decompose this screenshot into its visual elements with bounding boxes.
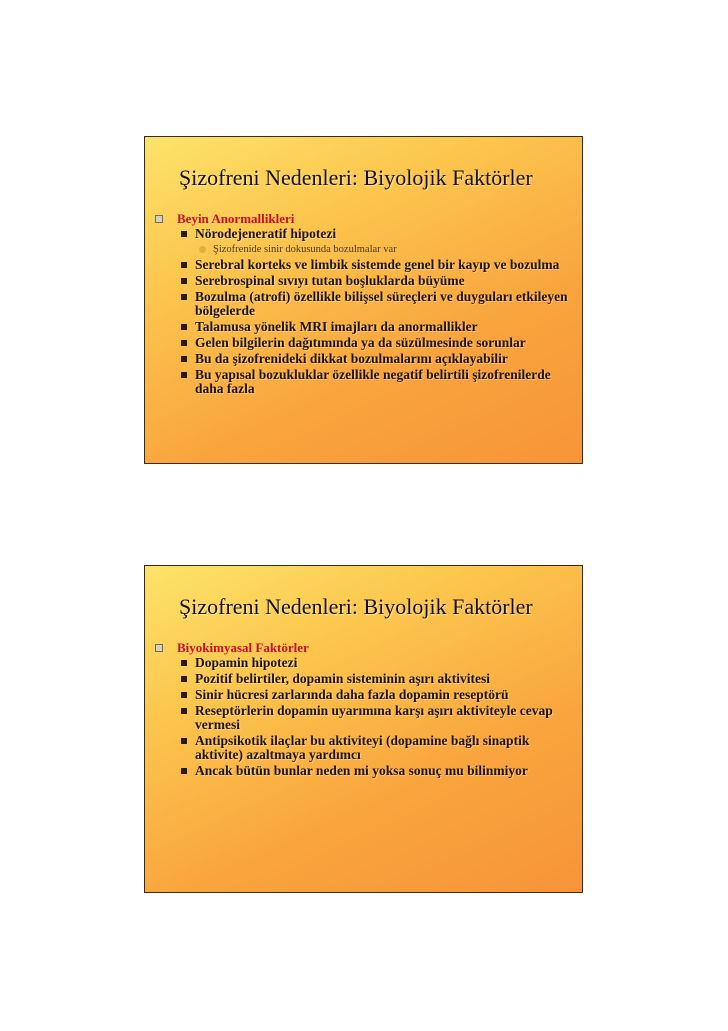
slide-2 (144, 565, 583, 893)
section-heading (155, 211, 574, 226)
list-item: Sinir hücresi zarlarında daha fazla dopamin reseptörü (155, 688, 574, 702)
square-bullet-icon (181, 278, 187, 284)
square-bullet-icon (181, 768, 187, 774)
list-item: Serebrospinal sıvıyı tutan boşluklarda büyüme (155, 274, 574, 288)
slide-content (155, 640, 574, 780)
square-bullet-icon (181, 294, 187, 300)
square-bullet-icon (181, 340, 187, 346)
list-item: Bu yapısal bozukluklar özellikle negatif belirtili şizofrenilerde daha fazla (155, 368, 574, 396)
square-bullet-icon (181, 676, 187, 682)
list-item: Antipsikotik ilaçlar bu aktiviteyi (dopamine bağlı sinaptik aktivite) azaltmaya yardımcı (155, 734, 574, 762)
section-heading-text: Biyokimyasal Faktörler (177, 640, 309, 655)
section-heading (155, 640, 574, 655)
square-bullet-icon (181, 692, 187, 698)
square-bullet-icon (181, 231, 187, 237)
square-bullet-icon (155, 215, 163, 223)
sub-list-item: Şizofrenide sinir dokusunda bozulmalar var (155, 243, 574, 256)
round-bullet-icon (199, 246, 206, 253)
square-bullet-icon (155, 644, 163, 652)
slide-content (155, 211, 574, 398)
square-bullet-icon (181, 660, 187, 666)
square-bullet-icon (181, 262, 187, 268)
section-heading-text: Beyin Anormallikleri (177, 211, 295, 226)
square-bullet-icon (181, 708, 187, 714)
list-item: Pozitif belirtiler, dopamin sisteminin aşırı aktivitesi (155, 672, 574, 686)
square-bullet-icon (181, 738, 187, 744)
list-item: Talamusa yönelik MRI imajları da anormallikler (155, 320, 574, 334)
list-item: Gelen bilgilerin dağıtımında ya da süzülmesinde sorunlar (155, 336, 574, 350)
list-item: Ancak bütün bunlar neden mi yoksa sonuç mu bilinmiyor (155, 764, 574, 778)
slide-title: Şizofreni Nedenleri: Biyolojik Faktörler (179, 594, 533, 619)
list-item: Dopamin hipotezi (155, 656, 574, 670)
list-item: Reseptörlerin dopamin uyarımına karşı aşırı aktiviteyle cevap vermesi (155, 704, 574, 732)
square-bullet-icon (181, 372, 187, 378)
list-item: Bozulma (atrofi) özellikle bilişsel süreçleri ve duyguları etkileyen bölgelerde (155, 290, 574, 318)
list-item: Nörodejeneratif hipotezi (155, 227, 574, 241)
slide-1 (144, 136, 583, 464)
square-bullet-icon (181, 324, 187, 330)
slide-title: Şizofreni Nedenleri: Biyolojik Faktörler (179, 165, 533, 190)
list-item: Serebral korteks ve limbik sistemde genel bir kayıp ve bozulma (155, 258, 574, 272)
list-item: Bu da şizofrenideki dikkat bozulmalarını açıklayabilir (155, 352, 574, 366)
square-bullet-icon (181, 356, 187, 362)
